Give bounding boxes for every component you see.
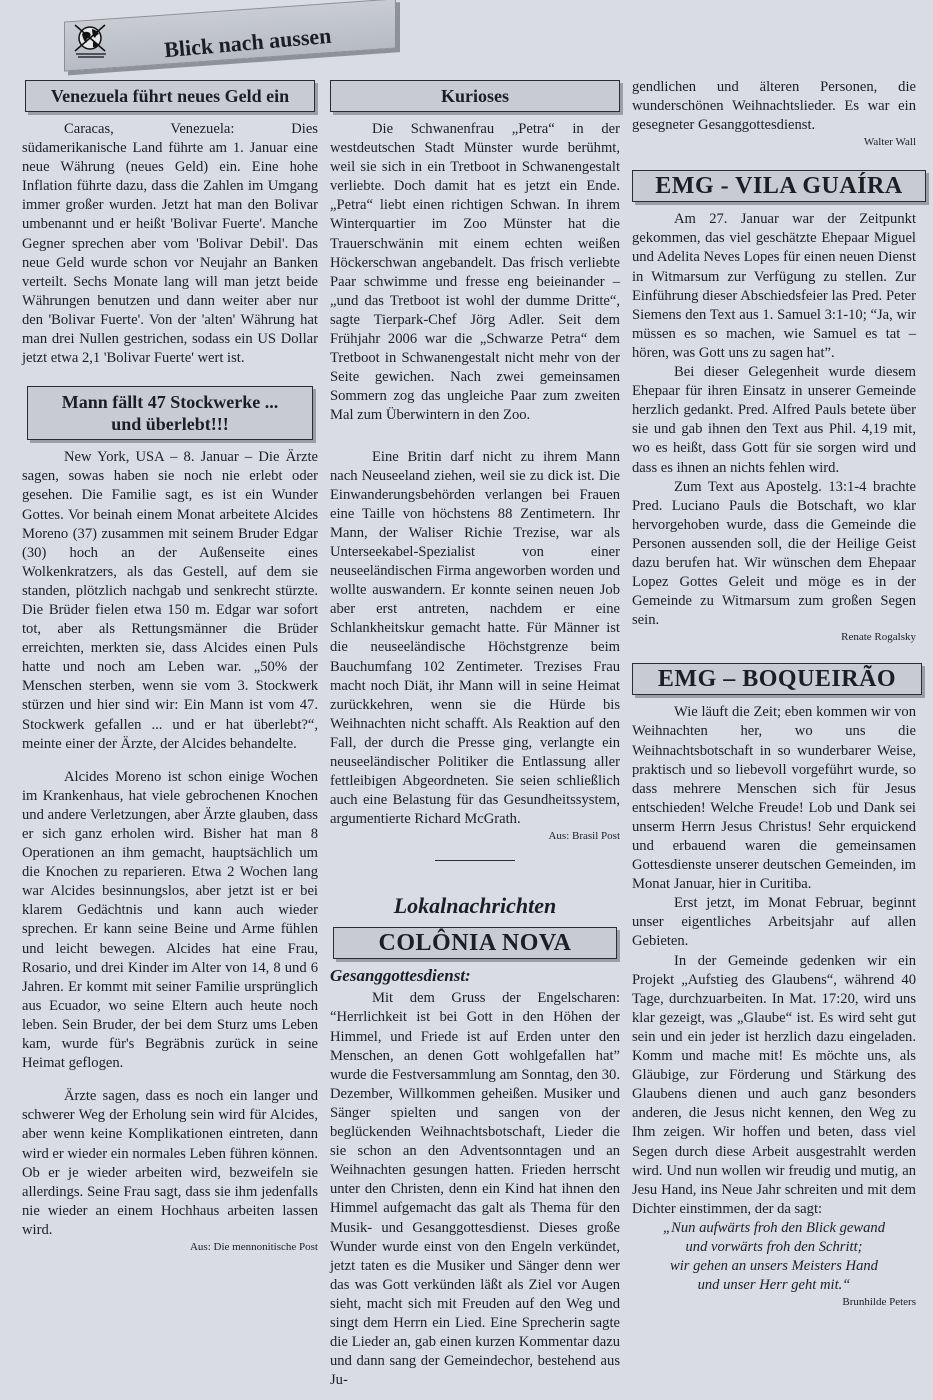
headline-mann-line1: Mann fällt 47 Stockwerke ... <box>61 392 279 413</box>
boq-text-2: Erst jetzt, im Monat Februar, beginnt unser eigentliches Arbeitsjahr auf allen Gebieten. <box>632 895 916 950</box>
poem <box>632 1219 916 1295</box>
vila-text-1: Am 27. Januar war der Zeitpunkt gekommen, das viel geschätzte Ehepaar Miguel und Adelita Neves Lopes für einen neuen Dienst in Witmarsum zur Verfügung zu stellen. Zur Einführung dieser Abschiedsfeier las Pred. Peter Siemens den Text aus 1. Samuel 3:1-10; “Ja, wir müssen es so machen, wie Samuel es tat – hören, was Gott uns zu sagen hat”. <box>632 211 916 361</box>
mann-text-3: Ärzte sagen, dass es noch ein langer und schwerer Weg der Erholung sein wird für Alcides, aber wenn keine Komplikationen eintreten, dann wird er wieder ein normales Leben führen können. Ob er je wieder arbeiten wird, bezweifeln sie allerdings. Seine Frau sagt, dass sie ihm jedenfalls nie wieder an einem Hochhaus arbeiten lassen wird. <box>22 1088 318 1238</box>
author-brunhilde-peters: Brunhilde Peters <box>842 1295 916 1308</box>
mann-text-1: New York, USA – 8. Januar – Die Ärzte sagen, sowas haben sie noch nie erlebt oder gesehen. Die Familie sagt, es ist ein Wunder Gottes. Vor beinah einem Monat arbeitete Alcides Moreno (37) zusammen mit seinem Bruder Edgar (30) hoch an der Außenseite eines Wolkenkratzers, als das Gestell, auf dem sie standen, plötzlich nachgab und senkrecht stürzte. Die Brüder fielen etwa 150 m. Edgar war sofort tot, aber als Rettungsmänner die Brüder erreichten, merkten sie, dass Alcides einen Puls hatte und noch am Leben war. „50% der Menschen sterben, wenn sie vom 3. Stockwerk stürzen und hier sind wir: Ein Mann ist vom 47. Stockwerk gefallen ... und er hat überlebt?“, meinte einer der Ärzte, der Alcides behandelte. <box>22 449 318 752</box>
kurioses-text-2: Eine Britin darf nicht zu ihrem Mann nach Neuseeland ziehen, weil sie zu dick ist. Die Einwanderungsbehörden verlangen bei Frauen eine Taille von höchstens 88 Zentimetern. Ihr Mann, der Waliser Richie Trezise, war als Unterseekabel-Spezialist von einer neuseeländischen Firma angeworben worden und wollte auswandern. Er konnte seinen neuen Job aber erst antreten, nachdem er eine Schlankheitskur gemacht hatte. Für Männer ist die neuseeländische Höchstgrenze beim Bauchumfang 102 Zentimeter. Trezises Frau macht noch Diät, ihr Mann will in seine Heimat zurückkehren, wenn sie die Hürde bis Weihnachten nicht schafft. Als Reaktion auf den Fall, der durch die Presse ging, verlangte ein neuseeländischer Politiker die Entlassung aller fettleibigen Abgeordneten. Sie seien schließlich auch eine Belastung für das Gesundheitssystem, argumentierte Richard McGrath. <box>330 448 620 828</box>
section-lokalnachrichten: Lokalnachrichten <box>393 893 557 919</box>
boq-text-1: Wie läuft die Zeit; eben kommen wir von Weihnachten her, wo uns die Weihnachtsbotschaft in so wunderbarer Weise, praktisch und so liebevoll vorgeführt wurde, so dass mehrere Menschen sich für Jesus entschieden! Welche Freude! Lob und Dank sei unserm Herrn Jesus Christus! Sehr erquickend und erbauend waren die gemeinsamen Gottesdienste unserer deutschen Gemeinden, im Monat Januar, hier in Curitiba. <box>632 704 916 893</box>
poem-line: wir gehen an unsers Meisters Hand <box>670 1257 878 1274</box>
headline-colonia-nova: COLÔNIA NOVA <box>333 927 617 959</box>
headline-kurioses: Kurioses <box>330 80 620 112</box>
column-right <box>632 78 916 1312</box>
subtitle-gesanggottesdienst: Gesanggottesdienst: <box>330 966 471 986</box>
headline-vila-guaira: EMG - VILA GUAÍRA <box>632 170 926 202</box>
headline-mann <box>27 386 313 440</box>
kurioses-source: Aus: Brasil Post <box>548 830 620 843</box>
poem-line: und vorwärts froh den Schritt; <box>685 1238 863 1255</box>
author-renate-rogalsky: Renate Rogalsky <box>841 631 916 644</box>
column-left <box>22 80 318 1257</box>
boq-text-3: In der Gemeinde gedenken wir ein Projekt „Aufstieg des Glaubens“, während 40 Tage, durchzuarbeiten. In Mat. 17:20, wird uns klar gezeigt, was „Glaube“ ist. Es wird seht gut sein und ein jeder ist herzlich dazu eingeladen. Komm und mache mit! Es möchte uns, als Gläubige, zur Förderung und Stärkung des Glaubens dienen und auch ganz besonders anderen, die Jesus nicht kennen, den Weg zu Ihm zeigen. Wir hoffen und beten, dass viel Segen durch diese Arbeit ausgestrahlt werden wird. Und nun wollen wir freudig und mutig, an Jesu Hand, ins Neue Jahr schreiten und mit dem Dichter einstimmen, der da sagt: <box>632 952 916 1217</box>
kurioses-text-1: Die Schwanenfrau „Petra“ in der westdeutschen Stadt Münster wurde berühmt, weil sie sich in ein Tretboot in Schwanengestalt verliebte. Doch damit hat es jetzt ein Ende. „Petra“ liebt einen richtigen Schwan. In ihrem Winterquartier im Zoo Münster hat die Trauerschwänin mit einem echten weißen Höckerschwan angebandelt. Das frisch verliebte Paar schwimme und fresse eng beieinander – „und das Tretboot ist wohl der dumme Dritte“, sagte Tierpark-Chef Jörg Adler. Seit dem Frühjahr 2006 war die „Schwarze Petra“ dem Tretboot in Schwanengestalt nicht mehr von der Seite gewichen. Nach zwei gemeinsamen Sommern zog das ungleiche Paar zum zweiten Mal zum Überwintern in den Zoo. <box>330 121 620 424</box>
venezuela-text: Caracas, Venezuela: Dies südamerikanische Land führte am 1. Januar eine neue Währung (neues Geld) ein. Eine hohe Inflation führte dazu, dass die Zahlen im Umgang immer großer wurden. Jetzt hat man den Bolivar umbenannt und er heißt 'Bolivar Fuerte'. Manche Gegner sprechen aber vom 'Bolivar Debil'. Das neue Geld wurde schon vor Neujahr an Banken verteilt. Sechs Monate lang will man jetzt beide Währungen benutzen und dann weiter aber nur den 'Bolivar Fuerte'. Von der 'alten' Währung hat man drei Nullen gestrichen, sodass ein US Dollar jetzt etwa 2,1 'Bolivar Fuerte' wert ist. <box>22 121 318 367</box>
divider-rule <box>435 860 515 861</box>
headline-venezuela: Venezuela führt neues Geld ein <box>25 80 315 112</box>
section-header <box>36 4 428 64</box>
header-title: Blick nach aussen <box>163 22 333 63</box>
poem-line: „Nun aufwärts froh den Blick gewand <box>662 1219 885 1236</box>
mann-text-2: Alcides Moreno ist schon einige Wochen im Krankenhaus, hat viele gebrochenen Knochen und andere Verletzungen, aber Ärzte glauben, dass er sich ganz erholen wird. Bisher hat man 8 Operationen an ihm gemacht, hauptsächlich um die Knochen zu reparieren. Etwa 2 Wochen lang war Alcides besinnungslos, aber jetzt ist er bei klarem Gedächtnis und kann auch wieder sprechen. Er kann seine Beine und Arme fühlen und leicht bewegen. Alcides hat eine Frau, Rosario, und drei Kinder im Alter von 14, 8 und 6 Jahren. Er kommt mit seiner Familie ursprünglich aus Ecuador, wo seine Eltern auch heute noch leben. Sein Bruder, der bei dem Sturz ums Leben kam, wurde für's Begräbnis zurück in seine Heimat geflogen. <box>22 768 318 1072</box>
poem-line: und unser Herr geht mit.“ <box>697 1276 851 1293</box>
headline-boqueirao: EMG – BOQUEIRÃO <box>632 663 922 695</box>
headline-mann-line2: und überlebt!!! <box>111 414 229 435</box>
author-walter-wall: Walter Wall <box>863 136 916 149</box>
colonia-text: Mit dem Gruss der Engelscharen: “Herrlichkeit ist bei Gott in den Höhen der Himmel, und Friede ist auf Erden unter den Menschen, an denen Gott wohlgefallen hat” wurde die Festversammlung am Sonntag, den 30. Dezember, Willkommen geheißen. Musiker und Sänger spielten und sangen von der beglückenden Weihnachtsbotschaft, Lieder die sie schon an den Adventsonntagen und an Weihnachten gesungen hatten. Frieden herrscht unter den Christen, denn ein Kind hat ihnen den Himmel aufgemacht das galt als Thema für den Musik- und Gesanggottesdienst. Dieses große Wunder wurde einst von den Engeln verkündet, jetzt taten es die Musiker und Sänger denn wer das was Gott verkünden läßt als Ziel vor Augen sieht, macht sich mit Freuden auf den Weg und singt dem Herrn ein Lied. Eine Sprecherin sagte die Lieder an, gab einen kurzen Kommentar dazu und dann sang der Gemeindechor, bestehend aus Ju- <box>330 990 620 1389</box>
vila-text-3: Zum Text aus Apostelg. 13:1-4 brachte Pred. Luciano Pauls die Botschaft, wo klar hervorgehoben wurde, dass die Gemeinde die Personen aussenden soll, die der Heilige Geist dazu berufen hat. Wir wünschen dem Ehepaar Lopez Gottes Geleit und möge es in der Gemeinde zu Witmarsum zum großen Segen sein. <box>632 478 916 629</box>
gesang-continued: gendlichen und älteren Personen, die wunderschönen Weihnachtslieder. Es war ein gesegneter Gesanggottesdienst. <box>632 79 916 134</box>
column-middle <box>330 80 620 1390</box>
globe-icon <box>72 22 110 62</box>
vila-text-2: Bei dieser Gelegenheit wurde diesem Ehepaar für ihren Einsatz in unserer Gemeinde herzlich gedankt. Pred. Alfred Pauls betete über sie und gab ihnen den Text aus Phil. 4,19 mit, wo es heißt, dass Gott für sie sorgen wird und dass es ihnen an nichts fehlen wird. <box>632 364 916 476</box>
mann-source: Aus: Die mennonitische Post <box>189 1240 318 1253</box>
